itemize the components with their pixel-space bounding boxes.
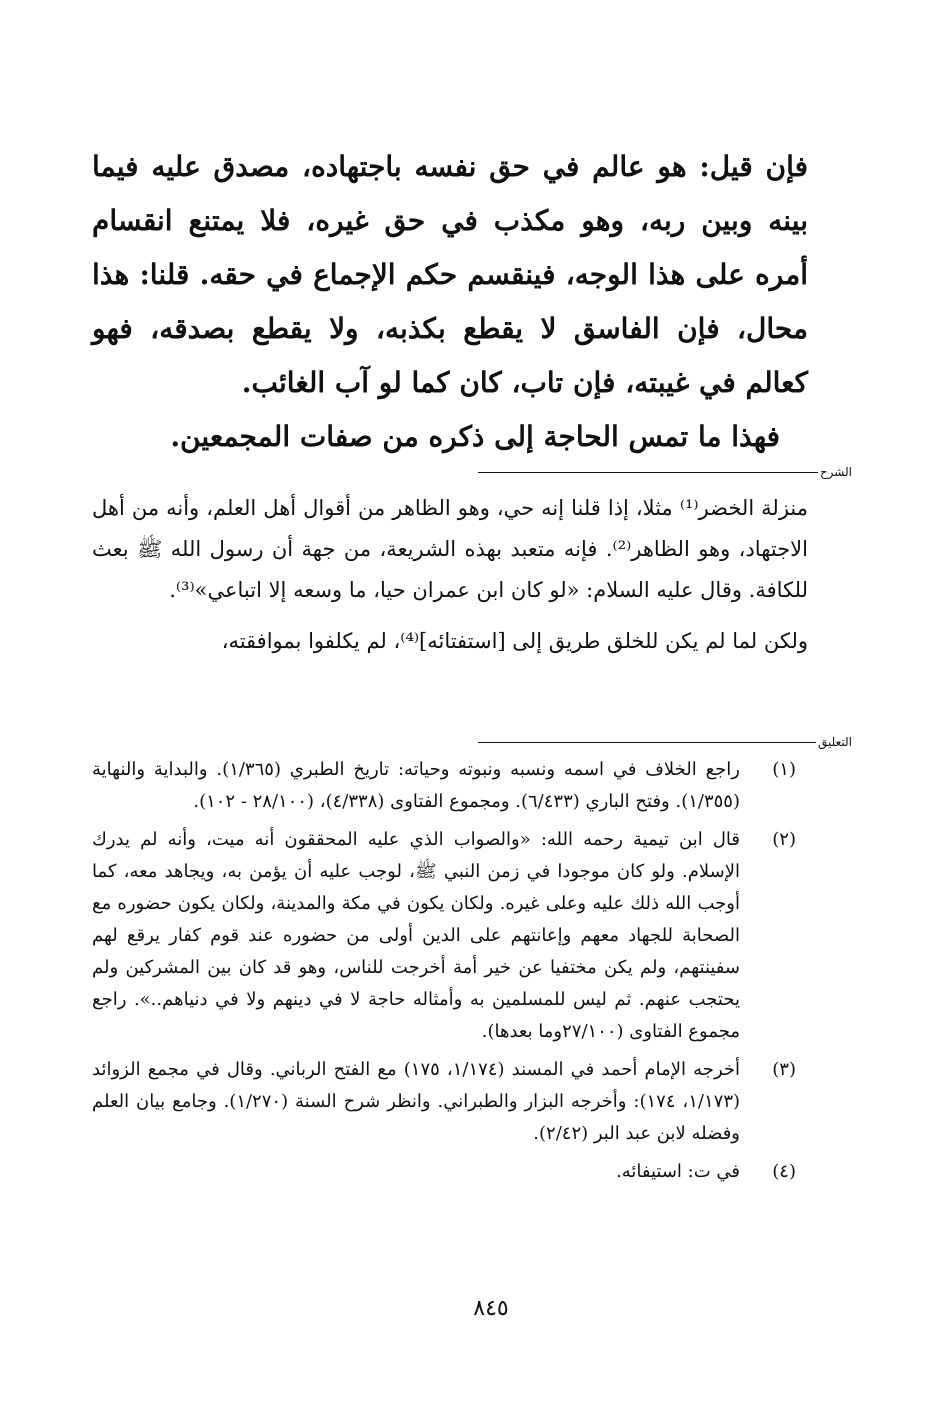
- page-number: ٨٤٥: [473, 1296, 509, 1321]
- footnote-number: (٢): [772, 829, 796, 850]
- commentary-paragraph: منزلة الخضر⁽¹⁾ مثلا، إذا قلنا إنه حي، وهو الظاهر من أقوال أهل العلم، وأنه من أهل الاجتهاد، وهو الظاهر⁽²⁾. فإنه متعبد بهذه الشريعة، من جهة أن رسول الله ﷺ بعث للكافة. وقال عليه السلام: «لو كان ابن عمران حيا، ما وسعه إلا اتباعي»⁽³⁾.: [92, 496, 809, 602]
- footnote-text: في ت: استيفائه.: [616, 1161, 740, 1182]
- footnote: [92, 1156, 804, 1188]
- footnote-number: (٤): [772, 1161, 796, 1182]
- taliq-divider: [478, 732, 852, 752]
- footnote-number: (١): [772, 759, 796, 780]
- commentary-paragraph-continued: ولكن لما لم يكن للخلق طريق إلى [استفتائه]⁽⁴⁾، لم يكلفوا بموافقته،: [221, 629, 808, 653]
- main-paragraph: فإن قيل: هو عالم في حق نفسه باجتهاده، مصدق عليه فيما بينه وبين ربه، وهو مكذب في حق غيره، فلا يمتنع انقسام أمره على هذا الوجه، فينقسم حكم الإجماع في حقه. قلنا: هذا محال، فإن الفاسق لا يقطع بكذبه، ولا يقطع بصدقه، فهو كعالم في غيبته، فإن تاب، كان كما لو آب الغائب.: [92, 150, 808, 399]
- footnote: [92, 1054, 804, 1150]
- sharh-divider: [478, 462, 852, 482]
- taliq-label: التعليق: [817, 735, 852, 749]
- main-paragraph-closing: فهذا ما تمس الحاجة إلى ذكره من صفات المجمعين.: [170, 420, 780, 453]
- taliq-rule: [478, 742, 816, 743]
- footnotes: [92, 754, 804, 1188]
- footnote: [92, 824, 804, 1048]
- footnote-text: أخرجه الإمام أحمد في المسند (١/١٧٤، ١٧٥) مع الفتح الرباني. وقال في مجمع الزوائد (١/١٧٣، ١٧٤): وأخرجه البزار والطبراني. وانظر شرح السنة (١/٢٧٠). وجامع بيان العلم وفضله لابن عبد البر (٢/٤٢).: [92, 1059, 741, 1144]
- footnote-number: (٣): [772, 1059, 796, 1080]
- sharh-label: الشرح: [819, 465, 852, 479]
- footnote: [92, 754, 804, 818]
- footnote-text: قال ابن تيمية رحمه الله: «والصواب الذي عليه المحققون أنه ميت، وأنه لم يدرك الإسلام. ولو كان موجودا في زمن النبي ﷺ، لوجب عليه أن يؤمن به، ويجاهد معه، كما أوجب الله ذلك عليه وعلى غيره. ولكان يكون في مكة والمدينة، ولكان يكون حضوره مع الصحابة للجهاد معهم وإعانتهم على الدين أولى من حضوره عند قوم كفار يرقع لهم سفينتهم، ولم يكن مختفيا عن خير أمة أخرجت للناس، وهو قد كان بين المشركين ولم يحتجب عنهم. ثم ليس للمسلمين به وأمثاله حاجة لا في دينهم ولا في دنياهم..». راجع مجموع الفتاوى (٢٧/١٠٠وما بعدها).: [92, 829, 740, 1042]
- sharh-rule: [478, 472, 818, 473]
- footnote-text: راجع الخلاف في اسمه ونسبه ونبوته وحياته: تاريخ الطبري (١/٣٦٥). والبداية والنهاية (١/٣٥٥). وفتح الباري (٦/٤٣٣). ومجموع الفتاوى (٤/٣٣٨)، (٢٨/١٠٠ - ١٠٢).: [92, 759, 740, 812]
- main-text: [92, 140, 808, 464]
- commentary-text: [92, 488, 808, 662]
